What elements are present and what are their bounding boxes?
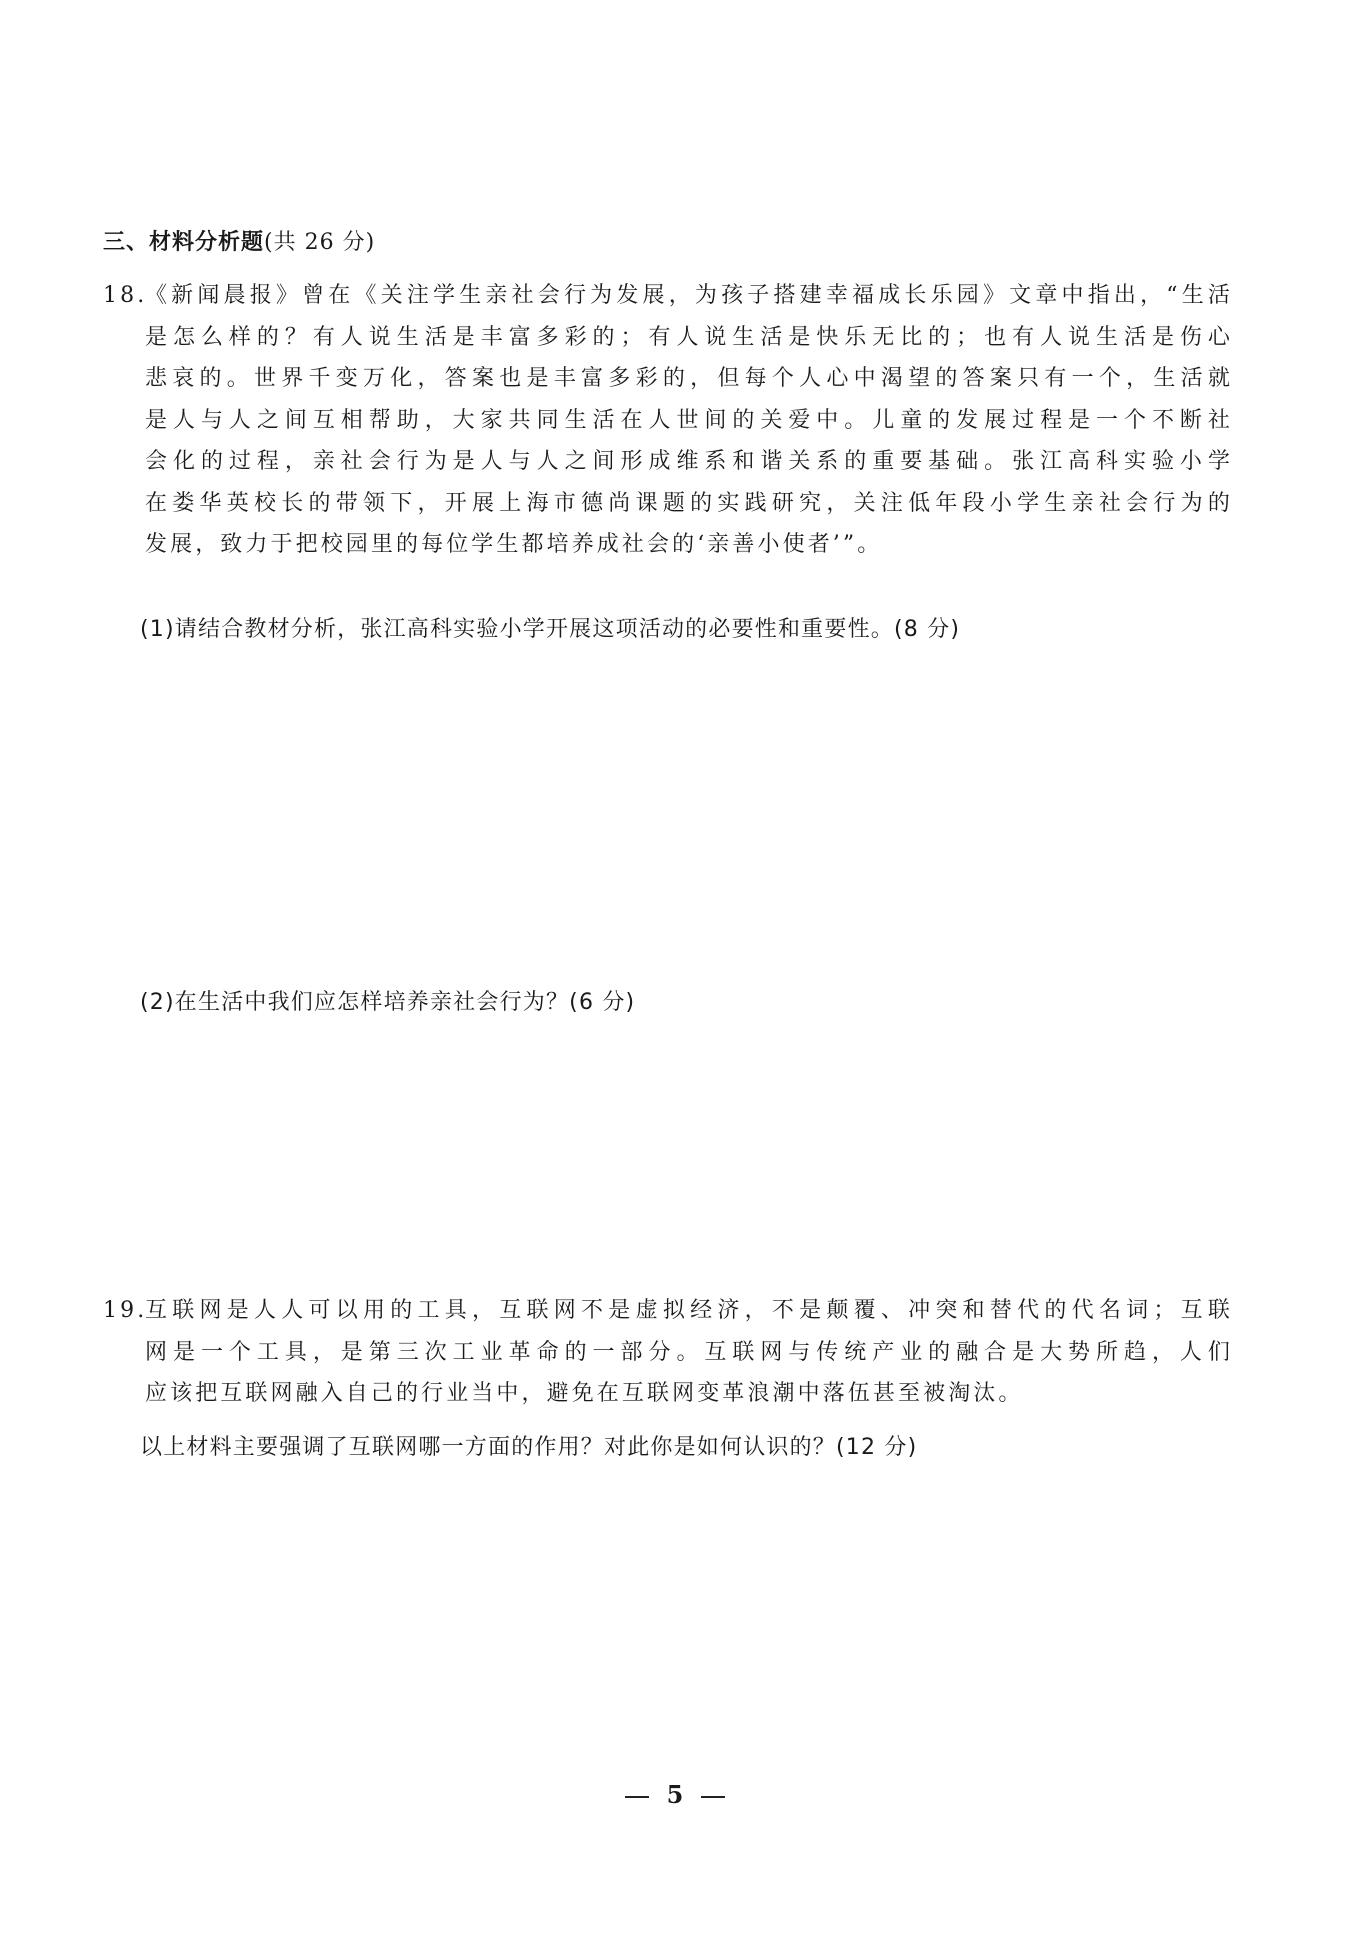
material-line: 发展，致力于把校园里的每位学生都培养成社会的‘亲善小使者’”。: [145, 532, 883, 557]
section-heading: [103, 225, 375, 256]
question-material: [145, 1290, 1233, 1415]
subquestion-19: 以上材料主要强调了互联网哪一方面的作用？对此你是如何认识的？(12 分): [140, 1435, 918, 1460]
material-line: 是人与人之间互相帮助，大家共同生活在人世间的关爱中。儿童的发展过程是一个不断社: [145, 407, 1233, 433]
subquestion-18-1: (1)请结合教材分析，张江高科实验小学开展这项活动的必要性和重要性。(8 分): [140, 617, 961, 642]
question-number: 18.: [103, 283, 148, 308]
material-line: 网是一个工具，是第三次工业革命的一部分。互联网与传统产业的融合是大势所趋，人们: [145, 1339, 1233, 1365]
question-number: 19.: [103, 1298, 148, 1323]
section-title: 三、材料分析题: [103, 230, 265, 255]
material-line: 互联网是人人可以用的工具，互联网不是虚拟经济，不是颠覆、冲突和替代的代名词；互联: [145, 1298, 1233, 1323]
material-line: 《新闻晨报》曾在《关注学生亲社会行为发展，为孩子搭建幸福成长乐园》文章中指出，“生活: [145, 283, 1233, 308]
footer-dash-left: [625, 1796, 649, 1798]
question-18: [103, 275, 1233, 566]
material-line: 在娄华英校长的带领下，开展上海市德尚课题的实践研究，关注低年段小学生亲社会行为的: [145, 490, 1233, 516]
subquestion-18-2: (2)在生活中我们应怎样培养亲社会行为？(6 分): [140, 990, 636, 1015]
material-line: 悲哀的。世界千变万化，答案也是丰富多彩的，但每个人心中渴望的答案只有一个，生活就: [145, 366, 1233, 391]
material-line: 是怎么样的？有人说生活是丰富多彩的；有人说生活是快乐无比的；也有人说生活是伤心: [145, 324, 1233, 350]
question-material: [145, 275, 1233, 566]
question-19: [103, 1290, 1233, 1415]
page-footer: [0, 1780, 1350, 1809]
section-score: (共 26 分): [264, 230, 376, 255]
material-line: 应该把互联网融入自己的行业当中，避免在互联网变革浪潮中落伍甚至被淘汰。: [145, 1381, 1024, 1406]
footer-dash-right: [701, 1796, 725, 1798]
page-number: 5: [666, 1780, 684, 1809]
material-line: 会化的过程，亲社会行为是人与人之间形成维系和谐关系的重要基础。张江高科实验小学: [145, 449, 1233, 474]
